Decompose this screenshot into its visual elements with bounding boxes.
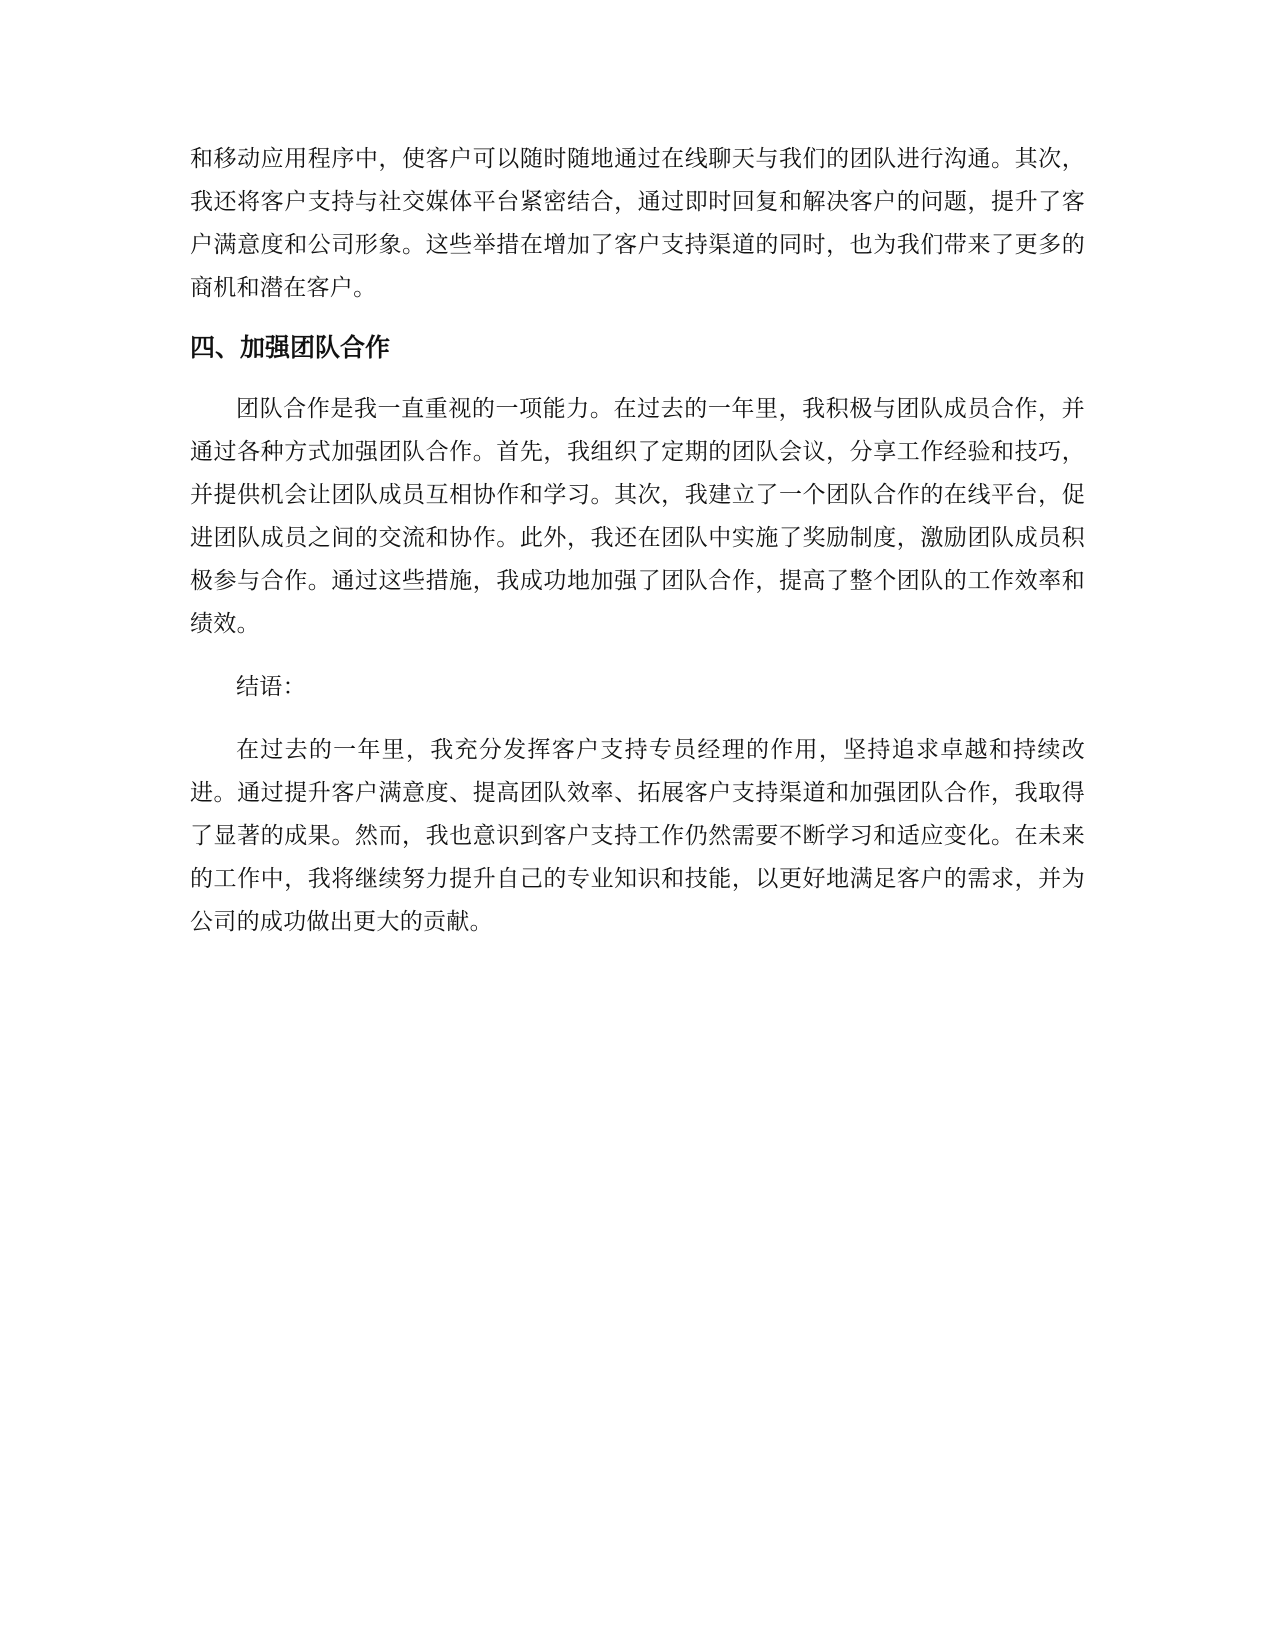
conclusion-paragraph: 在过去的一年里，我充分发挥客户支持专员经理的作用，坚持追求卓越和持续改进。通过提升客户满意度、提高团队效率、拓展客户支持渠道和加强团队合作，我取得了显著的成果。然而，我也意识到客户支持工作仍然需要不断学习和适应变化。在未来的工作中，我将继续努力提升自己的专业知识和技能，以更好地满足客户的需求，并为公司的成功做出更大的贡献。 [190,737,1085,935]
conclusion-label: 结语： [236,674,306,700]
section-heading: 四、加强团队合作 [190,333,391,362]
continued-paragraph: 和移动应用程序中，使客户可以随时随地通过在线聊天与我们的团队进行沟通。其次，我还将客户支持与社交媒体平台紧密结合，通过即时回复和解决客户的问题，提升了客户满意度和公司形象。这些举措在增加了客户支持渠道的同时，也为我们带来了更多的商机和潜在客户。 [190,146,1085,301]
section-paragraph: 团队合作是我一直重视的一项能力。在过去的一年里，我积极与团队成员合作，并通过各种方式加强团队合作。首先，我组织了定期的团队会议，分享工作经验和技巧，并提供机会让团队成员互相协作和学习。其次，我建立了一个团队合作的在线平台，促进团队成员之间的交流和协作。此外，我还在团队中实施了奖励制度，激励团队成员积极参与合作。通过这些措施，我成功地加强了团队合作，提高了整个团队的工作效率和绩效。 [190,396,1085,637]
document-page [190,138,1085,944]
